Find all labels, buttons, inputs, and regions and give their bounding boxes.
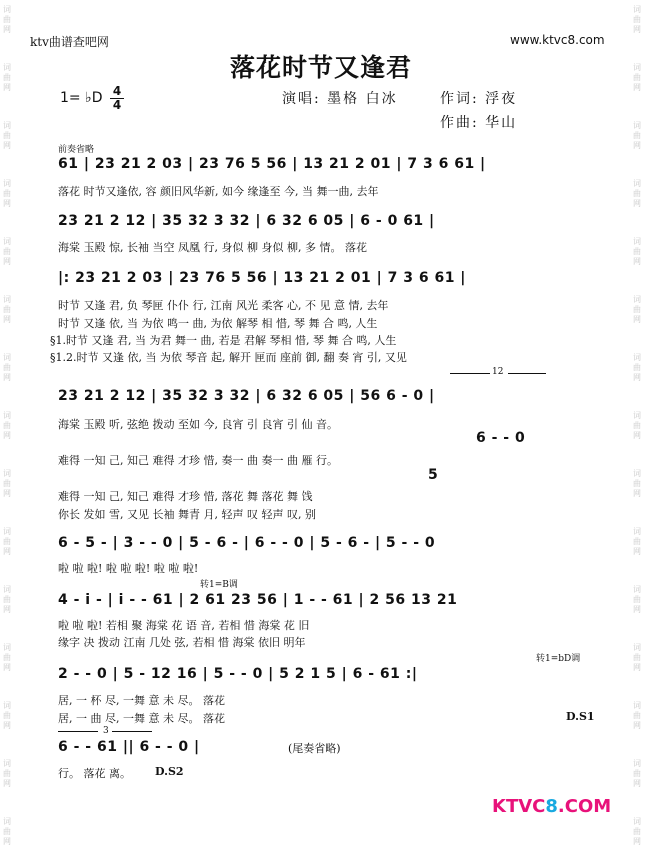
watermark-char: 曲 [3,769,11,778]
ds1-mark: D.S1 [566,710,595,723]
watermark-char: 词 [633,817,641,826]
watermark-char: 词 [633,237,641,246]
watermark-char: 曲 [633,73,641,82]
watermark-char: 网 [633,721,641,730]
site-url-right[interactable]: www.ktvc8.com [510,33,605,47]
site-name-left[interactable]: ktv曲谱查吧网 [30,35,109,49]
watermark-char: 词 [3,759,11,768]
watermark-char: 词 [3,121,11,130]
row-2-lyrics: 海棠 玉殿 惊, 长袖 当空 凤凰 行, 身似 柳 身似 柳, 多 情。 落花 [58,241,367,254]
watermark-char: 网 [3,199,11,208]
watermark-char: 曲 [3,827,11,836]
row-4-notes: 23 21 2 12 | 35 32 3 32 | 6 32 6 05 | 56 6 - 0 | [58,388,435,404]
row-4-lyrics-2: 难得 一知 己, 知己 难得 才珍 惜, 奏一 曲 奏一 曲 雁 行。 [58,454,338,467]
row-4-alt-notes: 6 - - 0 [476,430,526,446]
watermark-char: 网 [3,489,11,498]
watermark-char: 词 [633,63,641,72]
watermark-char: 曲 [3,421,11,430]
watermark-char: 词 [3,411,11,420]
row-4-lyrics-1: 海棠 玉殿 听, 弦绝 拨动 至如 今, 良宵 引 良宵 引 仙 音。 [58,418,338,431]
watermark-char: 网 [3,141,11,150]
watermark-char: 曲 [633,537,641,546]
triplet-12-label: 12 [492,367,504,377]
watermark-char: 曲 [3,537,11,546]
watermark-char: 网 [3,83,11,92]
watermark-char: 曲 [633,363,641,372]
watermark-char: 词 [633,121,641,130]
watermark-char: 词 [633,469,641,478]
watermark-char: 曲 [3,305,11,314]
watermark-char: 网 [633,141,641,150]
watermark-char: 词 [633,353,641,362]
watermark-char: 词 [3,63,11,72]
watermark-char: 曲 [633,421,641,430]
watermark-char: 曲 [3,711,11,720]
watermark-char: 词 [3,237,11,246]
watermark-char: 网 [3,837,11,846]
composer-credit: 作曲: 华山 [440,115,518,131]
ds2-mark: D.S2 [155,765,184,778]
outro-note: (尾奏省略) [288,742,341,755]
watermark-char: 词 [633,701,641,710]
watermark-char: 词 [3,469,11,478]
watermark-char: 词 [633,179,641,188]
song-title: 落花时节又逢君 [230,53,413,82]
watermark-char: 曲 [633,653,641,662]
triplet-3-label: 3 [103,726,109,736]
watermark-char: 词 [3,585,11,594]
watermark-char: 词 [3,295,11,304]
row-1-notes: 61 | 23 21 2 03 | 23 76 5 56 | 13 21 2 01 | 7 3 6 61 | [58,156,486,172]
watermark-char: 词 [633,411,641,420]
right-watermark-column [630,0,644,847]
row-6-lyrics-2: 缘字 决 拨动 江南 几处 弦, 若相 惜 海棠 依旧 明年 [58,636,306,649]
watermark-char: 曲 [633,711,641,720]
watermark-char: 曲 [3,653,11,662]
watermark-char: 曲 [633,15,641,24]
watermark-char: 曲 [3,131,11,140]
row-3-lyrics-4: §1.2.时节 又逢 依, 当 为依 琴音 起, 解开 匣而 座前 御, 翻 奏 宵 引, 又见 [50,351,407,364]
watermark-char: 曲 [3,247,11,256]
watermark-char: 网 [633,257,641,266]
watermark-char: 曲 [633,595,641,604]
time-sig-top: 4 [112,84,122,98]
watermark-char: 曲 [633,305,641,314]
prelude-note: 前奏省略 [58,145,95,155]
watermark-char: 词 [633,295,641,304]
row-6-notes: 4 - i - | i - - 61 | 2 61 23 56 | 1 - - 61 | 2 56 13 21 [58,592,458,608]
watermark-char: 网 [633,315,641,324]
watermark-char: 曲 [633,769,641,778]
watermark-char: 网 [3,605,11,614]
modulation-b: 转1=B调 [200,580,238,590]
watermark-char: 网 [633,489,641,498]
watermark-char: 曲 [633,131,641,140]
watermark-char: 网 [633,199,641,208]
key-signature: 1= ♭D [60,90,103,106]
row-5-notes: 6 - 5 - | 3 - - 0 | 5 - 6 - | 6 - - 0 | 5 - 6 - | 5 - - 0 [58,535,436,551]
row-4-lyrics-4: 你长 发如 雪, 又见 长袖 舞青 月, 轻声 叹 轻声 叹, 别 [58,508,316,521]
watermark-char: 词 [3,179,11,188]
singers-credit: 演唱: 墨格 白冰 [282,91,398,107]
row-7-notes: 2 - - 0 | 5 - 12 16 | 5 - - 0 | 5 2 1 5 | 6 - 61 :| [58,666,418,682]
watermark-char: 网 [633,431,641,440]
watermark-char: 网 [3,779,11,788]
watermark-char: 曲 [3,363,11,372]
watermark-char: 网 [3,25,11,34]
row-5-lyrics: 啦 啦 啦! 啦 啦 啦! 啦 啦 啦! [58,562,199,575]
watermark-char: 网 [3,373,11,382]
left-watermark-column [0,0,14,847]
modulation-bd: 转1=bD调 [536,654,581,664]
row-3-lyrics-3: §1.时节 又逢 君, 当 为君 舞一 曲, 若是 君解 琴相 惜, 琴 舞 合 鸣, 人生 [50,334,397,347]
row-3-lyrics-2: 时节 又逢 依, 当 为依 鸣一 曲, 为依 解琴 相 惜, 琴 舞 合 鸣, 人生 [58,317,378,330]
watermark-char: 词 [3,643,11,652]
watermark-char: 网 [633,83,641,92]
watermark-char: 曲 [3,595,11,604]
watermark-char: 网 [633,605,641,614]
logo-prefix: KTVC [492,796,546,817]
time-signature [110,86,124,111]
watermark-char: 曲 [633,827,641,836]
row-3-notes: |: 23 21 2 03 | 23 76 5 56 | 13 21 2 01 | 7 3 6 61 | [58,270,466,286]
watermark-char: 词 [633,527,641,536]
watermark-char: 曲 [3,189,11,198]
watermark-char: 网 [633,779,641,788]
lyricist-credit: 作词: 浮夜 [440,91,518,107]
watermark-char: 网 [633,25,641,34]
watermark-char: 词 [633,5,641,14]
watermark-char: 网 [3,721,11,730]
row-4-lyrics-3: 难得 一知 己, 知己 难得 才珍 惜, 落花 舞 落花 舞 饯 [58,490,313,503]
row-2-notes: 23 21 2 12 | 35 32 3 32 | 6 32 6 05 | 6 - 0 61 | [58,213,435,229]
logo-suffix: .COM [557,796,612,817]
watermark-char: 曲 [3,73,11,82]
watermark-char: 词 [633,643,641,652]
watermark-char: 词 [633,585,641,594]
watermark-char: 网 [3,257,11,266]
row-1-lyrics: 落花 时节又逢依, 容 颜旧风华新, 如今 缘逢至 今, 当 舞一曲, 去年 [58,185,379,198]
watermark-char: 网 [633,837,641,846]
watermark-char: 网 [3,663,11,672]
time-sig-bottom: 4 [112,98,122,112]
watermark-char: 曲 [633,247,641,256]
watermark-char: 词 [3,701,11,710]
row-7-lyrics-1: 居, 一 杯 尽, 一舞 意 未 尽。 落花 [58,694,225,707]
watermark-char: 词 [3,817,11,826]
logo-accent: 8 [545,796,558,817]
watermark-char: 网 [633,547,641,556]
watermark-char: 网 [3,547,11,556]
watermark-char: 网 [633,373,641,382]
row-8-lyrics: 行。 落花 离。 [58,767,131,780]
row-7-lyrics-2: 居, 一 曲 尽, 一舞 意 未 尽。 落花 [58,712,225,725]
watermark-char: 曲 [633,479,641,488]
watermark-char: 词 [3,353,11,362]
row-3-lyrics-1: 时节 又逢 君, 负 琴匣 仆仆 行, 江南 风光 柔客 心, 不 见 意 情, 去年 [58,299,389,312]
row-4-alt-five: 5 [428,467,439,483]
watermark-char: 曲 [3,15,11,24]
ktvc8-logo[interactable] [492,796,611,817]
watermark-char: 词 [3,527,11,536]
watermark-char: 网 [3,431,11,440]
watermark-char: 曲 [3,479,11,488]
watermark-char: 曲 [633,189,641,198]
watermark-char: 词 [633,759,641,768]
row-6-lyrics-1: 啦 啦 啦! 若相 聚 海棠 花 语 音, 若相 惜 海棠 花 旧 [58,619,310,632]
row-8-notes: 6 - - 61 || 6 - - 0 | [58,739,200,755]
watermark-char: 网 [633,663,641,672]
watermark-char: 词 [3,5,11,14]
watermark-char: 网 [3,315,11,324]
